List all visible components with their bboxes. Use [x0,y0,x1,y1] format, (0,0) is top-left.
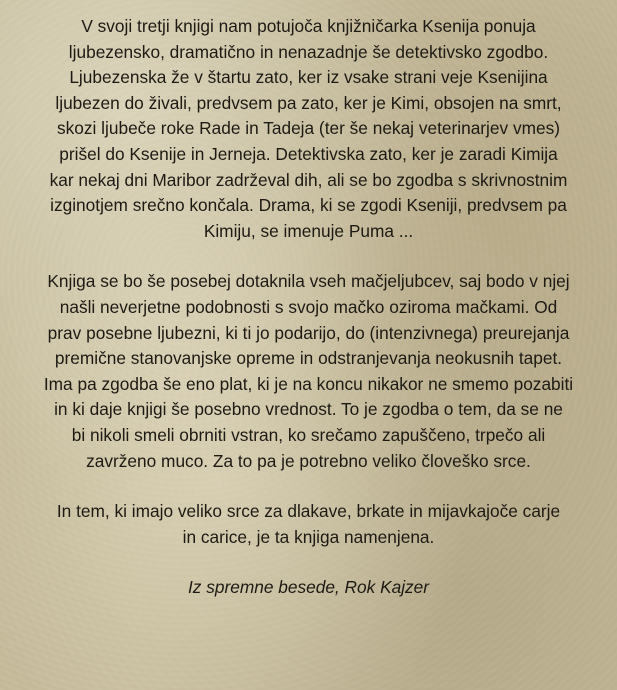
paragraph-line: Ima pa zgodba še eno plat, ki je na koncu nikakor ne smemo pozabiti [43,373,574,394]
paragraph-3 [10,499,607,550]
paragraph-line: izginotjem srečno končala. Drama, ki se zgodi Kseniji, predvsem pa [50,195,567,216]
paragraph-line: Ljubezenska že v štartu zato, ker iz vsake strani veje Ksenijina [69,67,548,88]
paragraph-line: premične stanovanjske opreme in odstranjevanja neokusnih tapet. [54,348,563,369]
paragraph-line: Knjiga se bo še posebej dotaknila vseh mačjeljubcev, saj bodo v njej [47,271,570,292]
paragraph-line: zavrženo muco. Za to pa je potrebno veliko človeško srce. [86,450,531,471]
paragraph-line: našli neverjetne podobnosti s svojo mačko oziroma mačkami. Od [59,296,558,317]
paragraph-1 [10,14,607,244]
paragraph-2 [10,269,607,474]
paragraph-line: ljubezensko, dramatično in nenazadnje še detektivsko zgodbo. [68,41,549,62]
paragraph-line: prav posebne ljubezni, ki ti jo podarijo, do (intenzivnega) preurejanja [47,322,570,343]
paragraph-line: in ki daje knjigi še posebno vrednost. To je zgodba o tem, da se ne [54,399,563,420]
paragraph-line: Kimiju, se imenuje Puma ... [203,220,414,241]
paragraph-line: in carice, je ta knjiga namenjena. [182,526,435,547]
paragraph-line: bi nikoli smeli obrniti vstran, ko srečamo zapuščeno, trpečo ali [71,424,546,445]
paragraph-line: prišel do Ksenije in Jerneja. Detektivska zato, ker je zaradi Kimija [59,143,558,164]
signature: Iz spremne besede, Rok Kajzer [187,577,430,598]
paragraph-line: ljubezen do živali, predvsem pa zato, ker je Kimi, obsojen na smrt, [55,92,562,113]
paragraph-line: kar nekaj dni Maribor zadrževal dih, ali se bo zgodba s skrivnostnim [49,169,568,190]
paragraph-line: V svoji tretji knjigi nam potujoča knjižničarka Ksenija ponuja [81,16,536,36]
paragraph-line: In tem, ki imajo veliko srce za dlakave, brkate in mijavkajoče carje [56,501,561,522]
paragraph-line: skozi ljubeče roke Rade in Tadeja (ter še nekaj veterinarjev vmes) [57,118,560,139]
